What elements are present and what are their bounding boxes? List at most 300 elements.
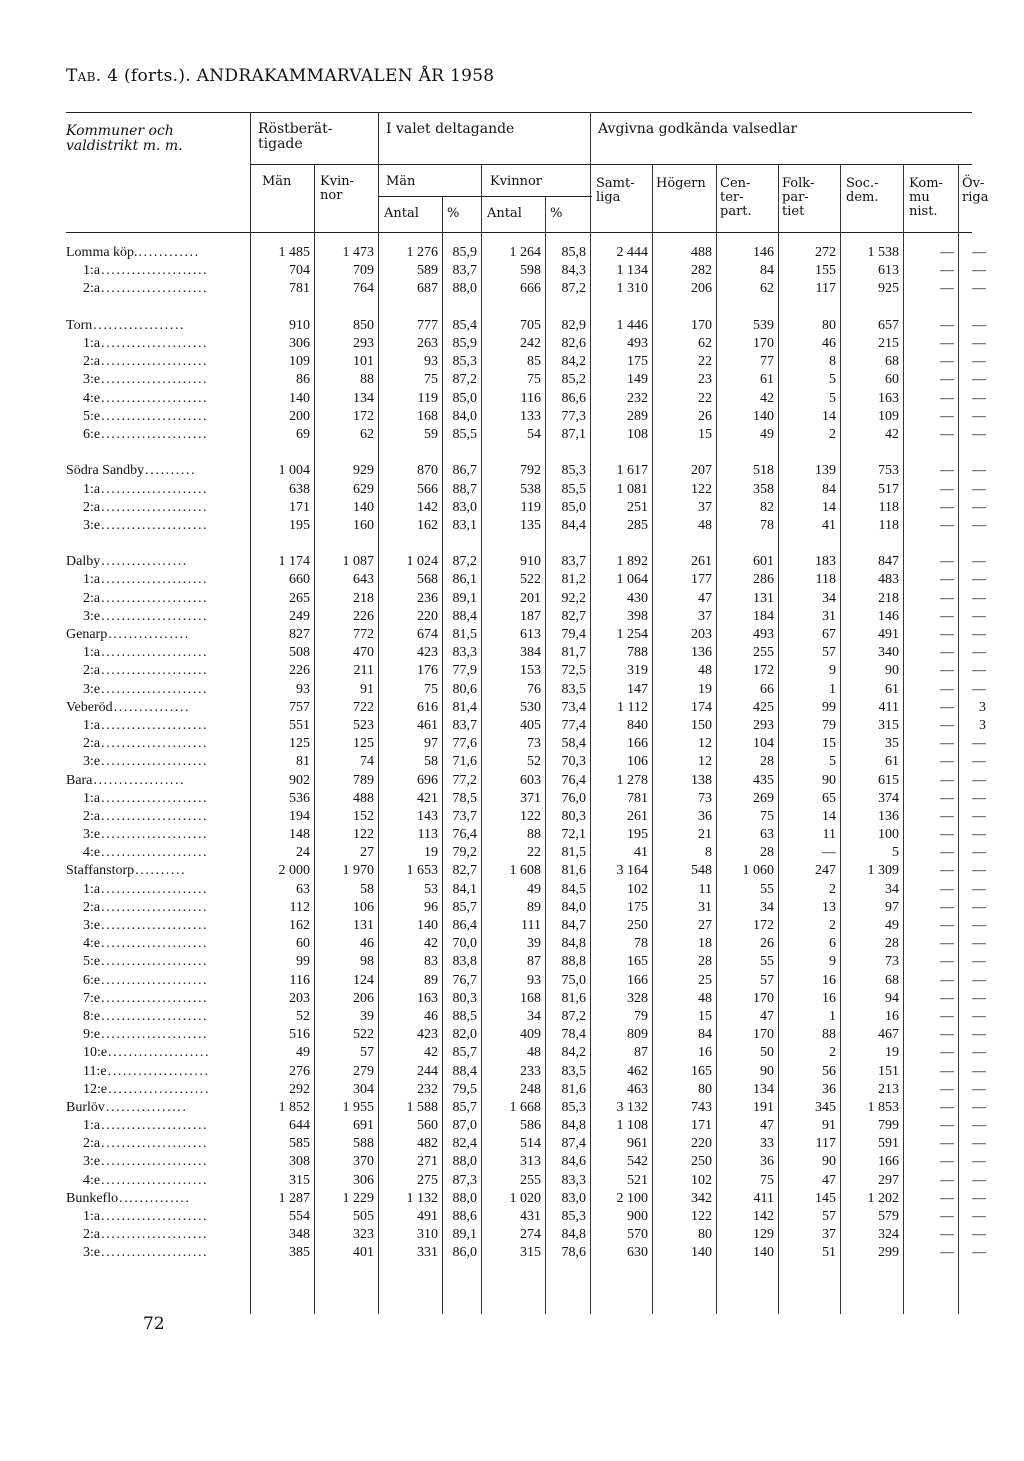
table-cell: 85,5 bbox=[561, 481, 586, 497]
table-cell: 42 bbox=[885, 426, 899, 442]
table-cell: 90 bbox=[822, 1154, 836, 1170]
header-antal2: Antal bbox=[487, 206, 522, 221]
table-cell: — bbox=[940, 245, 954, 261]
table-cell: — bbox=[972, 972, 986, 988]
table-row bbox=[66, 1226, 990, 1244]
table-row bbox=[66, 353, 990, 371]
table-cell: 306 bbox=[289, 336, 310, 352]
table-cell: 76,0 bbox=[561, 790, 586, 806]
row-label: 1:a bbox=[83, 790, 101, 806]
table-cell: 106 bbox=[353, 899, 374, 915]
table-cell: 2 000 bbox=[278, 863, 310, 879]
row-label: 3:e bbox=[83, 517, 101, 533]
table-cell: 1 485 bbox=[278, 245, 310, 261]
table-cell: 705 bbox=[520, 317, 541, 333]
table-cell: 58 bbox=[424, 754, 438, 770]
table-cell: — bbox=[940, 972, 954, 988]
table-cell: 82,9 bbox=[561, 317, 586, 333]
row-label: Lomma köp. bbox=[66, 245, 138, 261]
district-name bbox=[66, 390, 250, 408]
table-cell: 80 bbox=[698, 1081, 712, 1097]
table-cell: — bbox=[972, 463, 986, 479]
dot-leader: ............ bbox=[138, 245, 200, 261]
table-row bbox=[66, 1208, 990, 1226]
table-cell: 151 bbox=[878, 1063, 899, 1079]
municipality-name bbox=[66, 771, 250, 789]
table-row bbox=[66, 990, 990, 1008]
table-cell: 68 bbox=[885, 972, 899, 988]
header-kommuner: Kommuner och valdistrikt m. m. bbox=[66, 123, 183, 154]
table-cell: 85,7 bbox=[452, 1099, 477, 1115]
table-cell: 1 254 bbox=[616, 627, 648, 643]
table-cell: 8 bbox=[829, 354, 836, 370]
table-row bbox=[66, 408, 990, 426]
table-cell: 171 bbox=[691, 1118, 712, 1134]
table-cell: 757 bbox=[289, 699, 310, 715]
table-row bbox=[66, 553, 990, 571]
table-cell: 34 bbox=[885, 881, 899, 897]
table-cell: — bbox=[972, 1099, 986, 1115]
table-cell: 42 bbox=[424, 1045, 438, 1061]
table-cell: 425 bbox=[753, 699, 774, 715]
table-cell: 203 bbox=[691, 627, 712, 643]
table-cell: 68 bbox=[885, 354, 899, 370]
table-cell: — bbox=[940, 790, 954, 806]
table-row bbox=[66, 1026, 990, 1044]
table-cell: 1 970 bbox=[342, 863, 374, 879]
district-name bbox=[66, 353, 250, 371]
table-cell: — bbox=[940, 481, 954, 497]
table-cell: 401 bbox=[353, 1245, 374, 1261]
table-cell: 82,4 bbox=[452, 1136, 477, 1152]
district-name bbox=[66, 753, 250, 771]
dot-leader: ..................... bbox=[101, 645, 209, 661]
table-cell: 136 bbox=[878, 808, 899, 824]
table-cell: 166 bbox=[627, 736, 648, 752]
dot-leader: ..................... bbox=[101, 736, 209, 752]
table-cell: — bbox=[972, 881, 986, 897]
table-cell: 34 bbox=[822, 590, 836, 606]
table-cell: 78 bbox=[760, 517, 774, 533]
table-cell: 140 bbox=[753, 1245, 774, 1261]
table-cell: 696 bbox=[417, 772, 438, 788]
table-cell: — bbox=[972, 1227, 986, 1243]
table-row bbox=[66, 608, 990, 626]
table-cell: — bbox=[940, 736, 954, 752]
table-row bbox=[66, 735, 990, 753]
table-cell: 93 bbox=[424, 354, 438, 370]
table-cell: 83,7 bbox=[452, 263, 477, 279]
table-cell: 585 bbox=[289, 1136, 310, 1152]
table-cell: 522 bbox=[353, 1027, 374, 1043]
table-cell: 1 108 bbox=[616, 1118, 648, 1134]
table-cell: 73 bbox=[698, 790, 712, 806]
table-cell: 83,0 bbox=[561, 1190, 586, 1206]
table-cell: 1 310 bbox=[616, 281, 648, 297]
row-label: 3:e bbox=[83, 754, 101, 770]
table-cell: 142 bbox=[417, 499, 438, 515]
row-label: 2:a bbox=[83, 354, 101, 370]
table-cell: 84,7 bbox=[561, 918, 586, 934]
table-row bbox=[66, 1117, 990, 1135]
table-cell: 138 bbox=[691, 772, 712, 788]
table-cell: 251 bbox=[627, 499, 648, 515]
row-label: 3:e bbox=[83, 918, 101, 934]
table-cell: 276 bbox=[289, 1063, 310, 1079]
table-cell: 80 bbox=[822, 317, 836, 333]
dot-leader: .......... bbox=[135, 863, 187, 879]
table-cell: 753 bbox=[878, 463, 899, 479]
table-cell: 77 bbox=[760, 354, 774, 370]
table-cell: 1 134 bbox=[616, 263, 648, 279]
row-label: 2:a bbox=[83, 1227, 101, 1243]
table-row bbox=[66, 517, 990, 535]
header-kvinnor: Kvinnor bbox=[490, 174, 542, 189]
table-cell: — bbox=[940, 699, 954, 715]
district-name bbox=[66, 480, 250, 498]
table-cell: 75 bbox=[760, 1172, 774, 1188]
title-heading: ANDRAKAMMARVALEN ÅR 1958 bbox=[196, 66, 495, 86]
table-cell: 579 bbox=[878, 1209, 899, 1225]
table-cell: 86,1 bbox=[452, 572, 477, 588]
table-cell: 11 bbox=[698, 881, 712, 897]
table-cell: — bbox=[940, 1118, 954, 1134]
district-name bbox=[66, 335, 250, 353]
table-cell: 781 bbox=[289, 281, 310, 297]
table-cell: 84,0 bbox=[561, 899, 586, 915]
table-cell: 118 bbox=[878, 499, 899, 515]
table-cell: 54 bbox=[527, 426, 541, 442]
table-cell: — bbox=[940, 1081, 954, 1097]
table-cell: 84,2 bbox=[561, 354, 586, 370]
table-cell: 274 bbox=[520, 1227, 541, 1243]
table-cell: 195 bbox=[627, 827, 648, 843]
table-cell: 55 bbox=[760, 954, 774, 970]
row-label: 3:e bbox=[83, 827, 101, 843]
table-cell: 398 bbox=[627, 608, 648, 624]
table-cell: 324 bbox=[878, 1227, 899, 1243]
table-cell: 289 bbox=[627, 408, 648, 424]
table-cell: 461 bbox=[417, 717, 438, 733]
table-cell: 840 bbox=[627, 717, 648, 733]
table-cell: 122 bbox=[520, 808, 541, 824]
table-row bbox=[66, 1244, 990, 1262]
table-cell: 63 bbox=[296, 881, 310, 897]
table-cell: 14 bbox=[822, 808, 836, 824]
table-cell: 84 bbox=[760, 263, 774, 279]
table-cell: 80,6 bbox=[452, 681, 477, 697]
table-cell: 743 bbox=[691, 1099, 712, 1115]
dot-leader: ..................... bbox=[101, 717, 209, 733]
table-cell: 215 bbox=[878, 336, 899, 352]
table-cell: 78,5 bbox=[452, 790, 477, 806]
table-cell: — bbox=[940, 1245, 954, 1261]
table-cell: — bbox=[972, 918, 986, 934]
table-cell: 101 bbox=[353, 354, 374, 370]
table-cell: 70,3 bbox=[561, 754, 586, 770]
dot-leader: ..................... bbox=[101, 372, 209, 388]
table-cell: — bbox=[972, 481, 986, 497]
row-label: 1:a bbox=[83, 1118, 101, 1134]
table-cell: 97 bbox=[424, 736, 438, 752]
table-cell: 286 bbox=[753, 572, 774, 588]
table-cell: — bbox=[940, 881, 954, 897]
table-cell: 39 bbox=[360, 1008, 374, 1024]
table-cell: 255 bbox=[520, 1172, 541, 1188]
table-cell: 538 bbox=[520, 481, 541, 497]
table-cell: 162 bbox=[289, 918, 310, 934]
table-cell: 409 bbox=[520, 1027, 541, 1043]
table-cell: 72,5 bbox=[561, 663, 586, 679]
table-cell: — bbox=[972, 663, 986, 679]
district-name bbox=[66, 990, 250, 1008]
table-cell: 82 bbox=[760, 499, 774, 515]
table-cell: 206 bbox=[353, 990, 374, 1006]
table-row bbox=[66, 317, 990, 335]
table-cell: 41 bbox=[634, 845, 648, 861]
table-cell: 1 473 bbox=[342, 245, 374, 261]
row-label: 4:e bbox=[83, 845, 101, 861]
table-cell: 1 309 bbox=[867, 863, 899, 879]
table-cell: 90 bbox=[885, 663, 899, 679]
row-label: Bunkeflo bbox=[66, 1190, 119, 1206]
table-cell: 598 bbox=[520, 263, 541, 279]
table-cell: 19 bbox=[885, 1045, 899, 1061]
header-man2: Män bbox=[386, 174, 416, 189]
table-cell: 85,9 bbox=[452, 336, 477, 352]
header-top-rule bbox=[66, 112, 972, 113]
table-cell: 109 bbox=[289, 354, 310, 370]
table-cell: 1 853 bbox=[867, 1099, 899, 1115]
table-cell: — bbox=[940, 590, 954, 606]
table-cell: 536 bbox=[289, 790, 310, 806]
district-name bbox=[66, 517, 250, 535]
row-label: 2:a bbox=[83, 281, 101, 297]
table-cell: 430 bbox=[627, 590, 648, 606]
district-name bbox=[66, 1044, 250, 1062]
district-name bbox=[66, 826, 250, 844]
table-cell: 140 bbox=[353, 499, 374, 515]
table-cell: 47 bbox=[822, 1172, 836, 1188]
table-cell: 516 bbox=[289, 1027, 310, 1043]
table-cell: — bbox=[940, 1099, 954, 1115]
table-cell: 16 bbox=[885, 1008, 899, 1024]
table-cell: 84 bbox=[822, 481, 836, 497]
table-cell: 638 bbox=[289, 481, 310, 497]
table-cell: 827 bbox=[289, 627, 310, 643]
table-cell: 1 060 bbox=[742, 863, 774, 879]
dot-leader: ................. bbox=[101, 554, 188, 570]
table-cell: — bbox=[940, 517, 954, 533]
table-cell: 57 bbox=[760, 972, 774, 988]
header-pct2: % bbox=[550, 206, 563, 221]
table-row bbox=[66, 335, 990, 353]
table-cell: 78,4 bbox=[561, 1027, 586, 1043]
table-cell: 79,2 bbox=[452, 845, 477, 861]
table-cell: 48 bbox=[527, 1045, 541, 1061]
table-cell: — bbox=[972, 408, 986, 424]
header-centerpart: Cen-ter-part. bbox=[720, 176, 752, 219]
table-cell: 48 bbox=[698, 663, 712, 679]
table-cell: 272 bbox=[815, 245, 836, 261]
table-cell: 1 024 bbox=[406, 554, 438, 570]
table-cell: 74 bbox=[360, 754, 374, 770]
table-cell: 28 bbox=[885, 936, 899, 952]
table-row bbox=[66, 881, 990, 899]
table-cell: 249 bbox=[289, 608, 310, 624]
table-cell: 643 bbox=[353, 572, 374, 588]
table-cell: 51 bbox=[822, 1245, 836, 1261]
row-label: 1:a bbox=[83, 263, 101, 279]
header-ovriga: Öv-riga bbox=[962, 176, 989, 205]
table-cell: 84,3 bbox=[561, 263, 586, 279]
municipality-name bbox=[66, 862, 250, 880]
table-cell: 269 bbox=[753, 790, 774, 806]
table-cell: 86,0 bbox=[452, 1245, 477, 1261]
dot-leader: ..................... bbox=[101, 336, 209, 352]
table-cell: 69 bbox=[296, 426, 310, 442]
district-name bbox=[66, 1026, 250, 1044]
table-cell: 61 bbox=[760, 372, 774, 388]
table-cell: 560 bbox=[417, 1118, 438, 1134]
row-label: 7:e bbox=[83, 990, 101, 1006]
dot-leader: ..................... bbox=[101, 426, 209, 442]
table-cell: 42 bbox=[760, 390, 774, 406]
table-cell: 23 bbox=[698, 372, 712, 388]
table-cell: 1 276 bbox=[406, 245, 438, 261]
table-cell: 261 bbox=[627, 808, 648, 824]
table-cell: — bbox=[940, 1063, 954, 1079]
table-row bbox=[66, 681, 990, 699]
table-cell: 34 bbox=[760, 899, 774, 915]
table-cell: 65 bbox=[822, 790, 836, 806]
table-cell: 163 bbox=[878, 390, 899, 406]
table-cell: 328 bbox=[627, 990, 648, 1006]
table-row bbox=[66, 1062, 990, 1080]
table-row bbox=[66, 662, 990, 680]
district-name bbox=[66, 1153, 250, 1171]
table-cell: 49 bbox=[296, 1045, 310, 1061]
table-cell: 62 bbox=[360, 426, 374, 442]
table-cell: 88,0 bbox=[452, 281, 477, 297]
table-cell: 73,4 bbox=[561, 699, 586, 715]
table-cell: 1 020 bbox=[509, 1190, 541, 1206]
row-label: 5:e bbox=[83, 408, 101, 424]
table-cell: 613 bbox=[878, 263, 899, 279]
table-cell: 299 bbox=[878, 1245, 899, 1261]
table-cell: 345 bbox=[815, 1099, 836, 1115]
table-cell: — bbox=[940, 863, 954, 879]
table-cell: — bbox=[972, 1081, 986, 1097]
table-cell: — bbox=[972, 899, 986, 915]
table-cell: 1 202 bbox=[867, 1190, 899, 1206]
table-cell: 568 bbox=[417, 572, 438, 588]
table-cell: 85,7 bbox=[452, 1045, 477, 1061]
table-cell: 2 bbox=[829, 426, 836, 442]
table-cell: 28 bbox=[760, 754, 774, 770]
table-cell: 521 bbox=[627, 1172, 648, 1188]
table-cell: 76,4 bbox=[452, 827, 477, 843]
table-row bbox=[66, 1153, 990, 1171]
table-cell: 2 100 bbox=[616, 1190, 648, 1206]
table-cell: 91 bbox=[360, 681, 374, 697]
table-cell: 15 bbox=[698, 426, 712, 442]
table-cell: 70,0 bbox=[452, 936, 477, 952]
table-cell: — bbox=[972, 372, 986, 388]
row-label: Staffanstorp bbox=[66, 863, 135, 879]
table-cell: 62 bbox=[698, 336, 712, 352]
table-cell: 88,4 bbox=[452, 1063, 477, 1079]
table-cell: 1 892 bbox=[616, 554, 648, 570]
table-cell: 8 bbox=[705, 845, 712, 861]
dot-leader: ..................... bbox=[101, 517, 209, 533]
dot-leader: ..................... bbox=[101, 1245, 209, 1261]
table-cell: 153 bbox=[520, 663, 541, 679]
table-cell: 88,4 bbox=[452, 608, 477, 624]
table-cell: 85,5 bbox=[452, 426, 477, 442]
dot-leader: ................ bbox=[108, 627, 190, 643]
row-label: 3:e bbox=[83, 608, 101, 624]
table-cell: 88,0 bbox=[452, 1154, 477, 1170]
table-cell: 94 bbox=[885, 990, 899, 1006]
table-cell: 71,6 bbox=[452, 754, 477, 770]
table-cell: 211 bbox=[353, 663, 374, 679]
table-cell: 84,6 bbox=[561, 1154, 586, 1170]
table-cell: 75 bbox=[424, 681, 438, 697]
table-cell: 60 bbox=[885, 372, 899, 388]
table-cell: 117 bbox=[815, 281, 836, 297]
table-cell: 22 bbox=[698, 390, 712, 406]
table-cell: 79,4 bbox=[561, 627, 586, 643]
table-cell: 1 653 bbox=[406, 863, 438, 879]
dot-leader: ..................... bbox=[101, 663, 209, 679]
table-cell: 331 bbox=[417, 1245, 438, 1261]
table-cell: 191 bbox=[753, 1099, 774, 1115]
table-cell: 1 112 bbox=[617, 699, 648, 715]
table-cell: 687 bbox=[417, 281, 438, 297]
table-cell: 789 bbox=[353, 772, 374, 788]
table-cell: — bbox=[972, 936, 986, 952]
table-cell: 48 bbox=[698, 517, 712, 533]
table-cell: — bbox=[940, 390, 954, 406]
table-cell: 1 668 bbox=[509, 1099, 541, 1115]
table-cell: 482 bbox=[417, 1136, 438, 1152]
spacer-cell bbox=[66, 444, 990, 462]
table-cell: 601 bbox=[753, 554, 774, 570]
table-cell: 98 bbox=[360, 954, 374, 970]
table-cell: 88,6 bbox=[452, 1209, 477, 1225]
table-cell: 163 bbox=[417, 990, 438, 1006]
table-cell: 77,2 bbox=[452, 772, 477, 788]
table-cell: — bbox=[972, 499, 986, 515]
table-cell: 84,2 bbox=[561, 1045, 586, 1061]
table-cell: 15 bbox=[822, 736, 836, 752]
table-cell: 491 bbox=[878, 627, 899, 643]
table-cell: — bbox=[972, 627, 986, 643]
table-cell: 99 bbox=[822, 699, 836, 715]
table-cell: 200 bbox=[289, 408, 310, 424]
table-cell: 263 bbox=[417, 336, 438, 352]
table-cell: 162 bbox=[417, 517, 438, 533]
dot-leader: ..................... bbox=[101, 954, 209, 970]
table-cell: 644 bbox=[289, 1118, 310, 1134]
table-cell: 18 bbox=[698, 936, 712, 952]
row-label: 4:e bbox=[83, 936, 101, 952]
table-cell: 104 bbox=[753, 736, 774, 752]
table-cell: 55 bbox=[760, 881, 774, 897]
table-cell: 2 bbox=[829, 1045, 836, 1061]
table-cell: 67 bbox=[822, 627, 836, 643]
